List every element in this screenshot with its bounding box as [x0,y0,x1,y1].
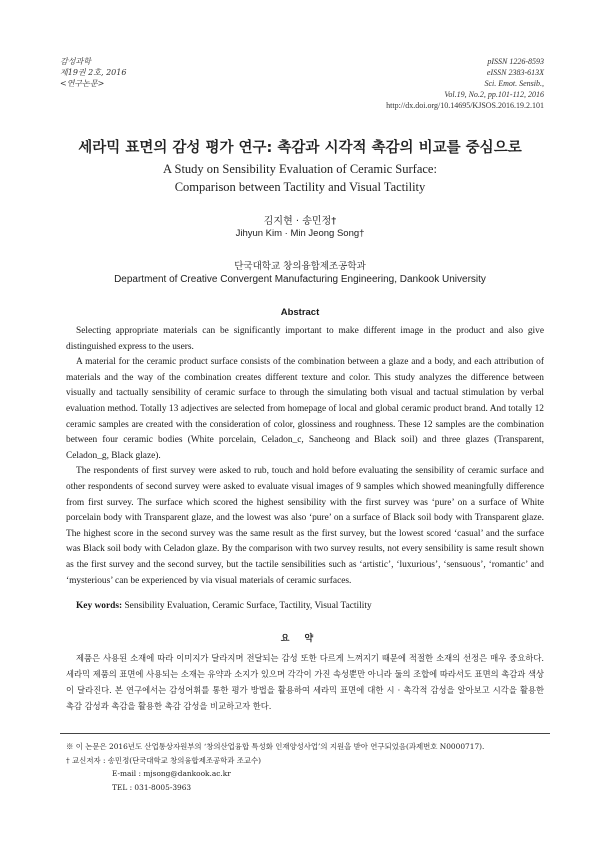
abstract-paragraph: The respondents of first survey were asked to rub, touch and hold before evaluating the sensibility of ceramic surface and other respondents of second survey were asked to evaluate visual images of 9 samples which showed meaningfully difference from first survey. The surface which scored the highest sensibility with the first survey was ‘pure’ on a surface of White porcelain body with Transparent glaze, and the lowest was also ‘pure’ on a surface of Black soil body with Transparent glaze. The highest score in the second survey was the same result as the first survey, but the lowest scored ‘casual’ and the surface was Black soil body with Celadon glaze. By the comparison with two survey results, not every sensibility is same result shown as the first survey and the second survey, but the tactile sensibilities such as ‘artistic’, ‘luxurious’, ‘sensuous’, ‘romantic’ and ‘mysterious’ can be experienced by via visual materials of ceramic surfaces. [66,466,544,586]
korean-summary-body [66,650,544,714]
footnote-tel: TEL : 031-8005-3963 [112,782,192,792]
authors-english: Jihyun Kim · Min Jeong Song† [235,228,365,239]
pissn: pISSN 1226-8593 [487,57,544,66]
abstract-heading: Abstract [280,307,320,318]
footnote-corresponding-author: † 교신저자 : 송민정(단국대학교 창의융합제조공학과 조교수) [66,755,262,765]
abstract-paragraph: A material for the ceramic product surface consists of the combination between a glaze and a body, and each attribution of materials and the way of the combination creates different texture and color. This study analyzes the difference between visually and tactually sensibility of ceramic surface to through the simulating both visual and tactual stimulation by verbal evaluation method. Totally 13 adjectives are selected from homepage of local and global ceramic product brand. And totally 12 ceramic samples are created with the consideration of color, glossiness and roughness. These 12 samples are the combination between four ceramic bodies (White porcelain, Celadon_c, Sancheong and Black soil) and three glazes (Transparent, Celadon_g, Black glaze). [66,357,544,461]
volume-en: Vol.19, No.2, pp.101-112, 2016 [444,90,544,99]
footnote-funding: ※ 이 논문은 2016년도 산업통상자원부의 ‘창의산업융합 특성화 인재양성사업’의 지원을 받아 연구되었음(과제번호 N0000717). [66,742,485,751]
article-type: <연구논문> [60,79,105,88]
journal-name-ko: 감성과학 [60,57,91,66]
title-english-line1: A Study on Sensibility Evaluation of Ceramic Surface: [163,162,437,176]
abstract-paragraph: Selecting appropriate materials can be significantly important to make different image in the product and also give distinguished express to the users. [66,326,544,352]
footnote-email[interactable]: E-mail : mjsong@dankook.ac.kr [112,769,231,779]
doi-link[interactable]: http://dx.doi.org/10.14695/KJSOS.2016.19.2.101 [386,101,544,110]
journal-header-right [386,56,544,111]
affiliation-english: Department of Creative Convergent Manufacturing Engineering, Dankook University [114,274,486,285]
keywords-text: Sensibility Evaluation, Ceramic Surface, Tactility, Visual Tactility [124,601,372,611]
keywords [76,601,544,611]
volume-ko: 제19권 2호, 2016 [60,68,127,77]
eissn: eISSN 2383-613X [486,68,544,77]
footnotes [66,740,546,794]
keywords-label: Key words: [76,601,123,611]
title-korean: 세라믹 표면의 감성 평가 연구: 촉감과 시각적 촉감의 비교를 중심으로 [78,140,522,156]
title-english-line2: Comparison between Tactility and Visual Tactility [174,180,426,194]
abstract-body [66,324,544,589]
affiliation-korean: 단국대학교 창의융합제조공학과 [234,261,366,272]
journal-header-left [60,56,126,89]
journal-name-en: Sci. Emot. Sensib., [484,79,544,88]
footnote-divider [60,733,550,734]
title-english [0,160,600,196]
korean-summary-heading: 요 약 [280,634,320,644]
korean-summary-paragraph: 제품은 사용된 소재에 따라 이미지가 달라지며 전달되는 감성 또한 다르게 느껴지기 때문에 적절한 소재의 선정은 매우 중요하다. 세라믹 제품의 표면에 사용되는 소재는 유약과 소지가 있으며 각각이 가진 속성뿐만 아니라 둘의 조합에 따라서도 표면의 촉감과 색상이 달라진다. 본 연구에서는 감성어휘를 통한 평가 방법을 활용하여 세라믹 표면에 대한 시 · 촉각적 감성을 알아보고 시각을 활용한 촉감 감성과 촉감을 활용한 촉감 감성을 비교하고자 한다. [66,653,544,711]
authors-korean: 김지현 · 송민정† [263,216,337,227]
